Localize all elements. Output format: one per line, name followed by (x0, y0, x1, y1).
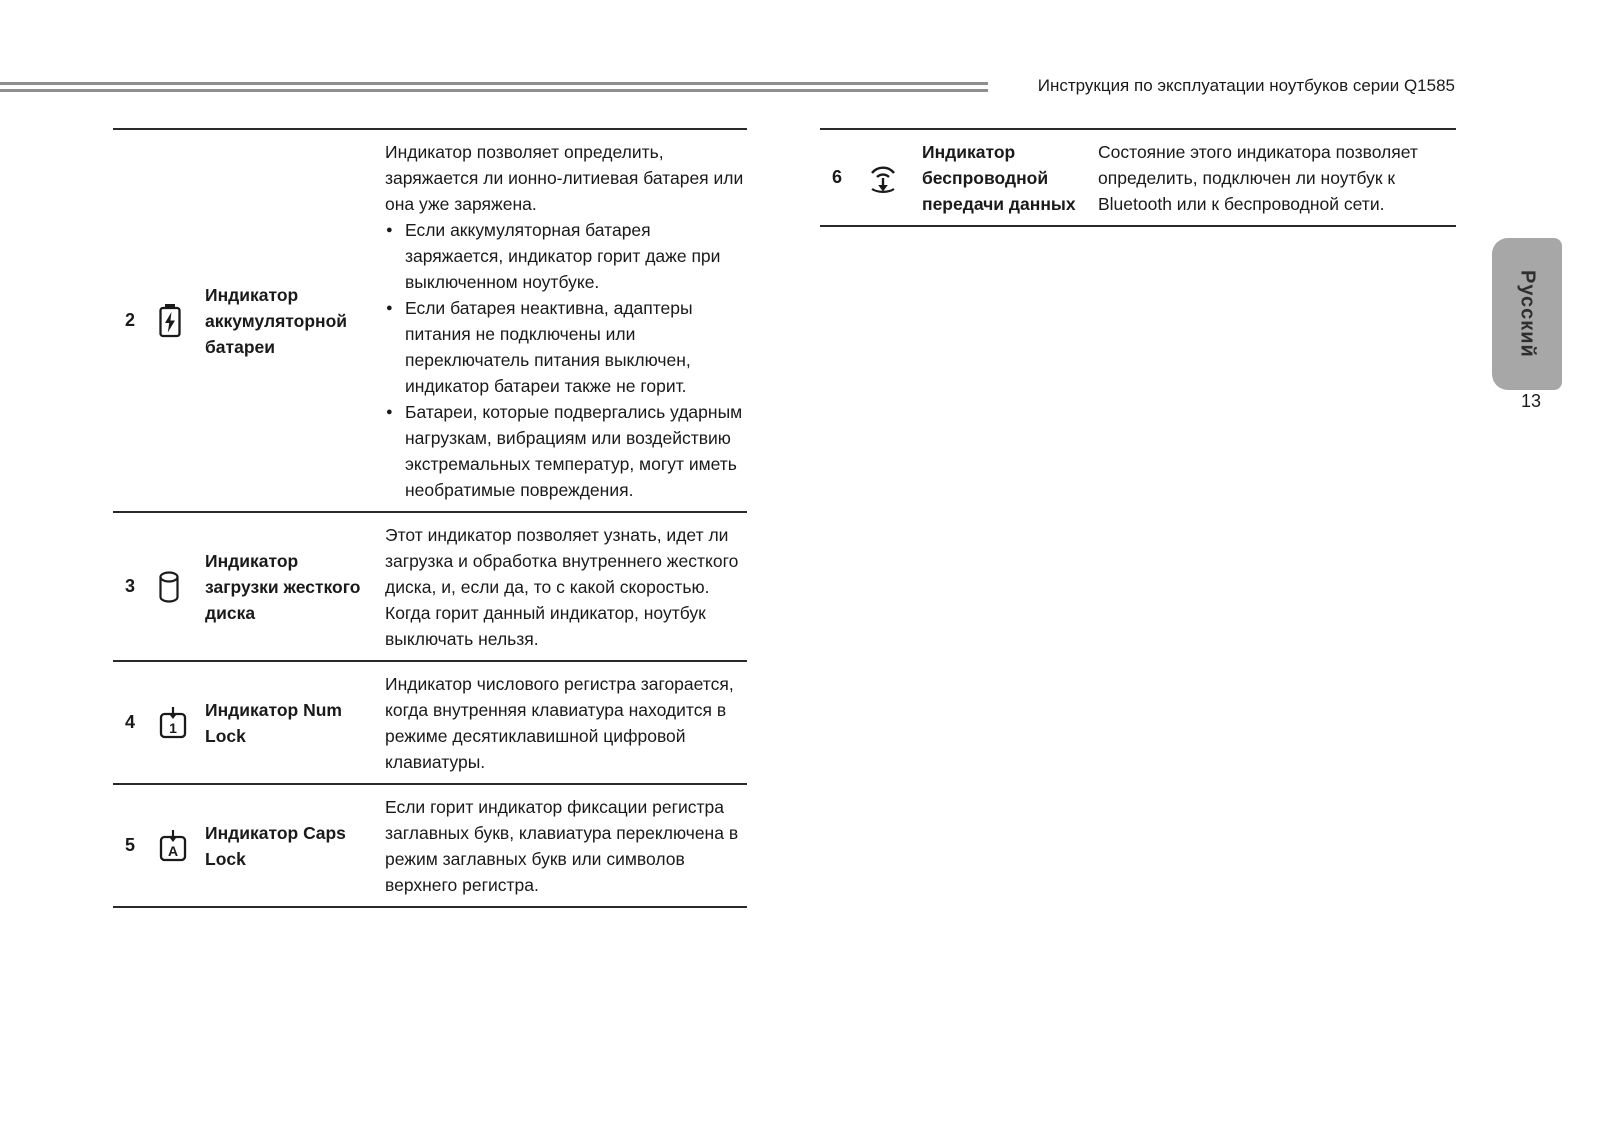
language-tab-label: Русский (1516, 270, 1539, 358)
indicator-description (385, 513, 747, 660)
description-bullets (385, 217, 747, 503)
indicator-table-left (113, 128, 747, 908)
indicator-label: Индикатор Num Lock (205, 699, 342, 746)
indicator-label: Индикатор аккумуляторной батареи (205, 284, 348, 357)
indicator-description (1098, 130, 1456, 225)
header-double-rule (0, 82, 988, 92)
indicator-label: Индикатор Caps Lock (205, 822, 346, 869)
bullet-item: ● Если батарея неактивна, адаптеры питания не подключены или переключатель питания выключен, индикатор батареи также не горит. (385, 295, 747, 399)
table-row-numlock (113, 662, 747, 785)
bullet-item: ● Если аккумуляторная батарея заряжается, индикатор горит даже при выключенном ноутбуке. (385, 217, 747, 295)
row-number: 6 (832, 167, 843, 187)
battery-icon (157, 303, 205, 339)
row-number: 5 (125, 835, 136, 855)
indicator-label: Индикатор беспроводной передачи данных (922, 142, 1076, 214)
row-number: 3 (125, 576, 136, 596)
capslock-icon (157, 829, 205, 863)
description-intro: Если горит индикатор фиксации регистра заглавных букв, клавиатура переключена в режим заглавных букв или символов верхнего регистра. (385, 797, 739, 895)
table-row-capslock (113, 785, 747, 908)
indicator-description (385, 785, 747, 906)
indicator-description (385, 662, 747, 783)
description-intro: Состояние этого индикатора позволяет определить, подключен ли ноутбук к Bluetooth или к беспроводной сети. (1098, 142, 1418, 214)
page-title: Инструкция по эксплуатации ноутбуков серии Q1585 (1037, 76, 1455, 95)
numlock-glyph: 1 (169, 719, 177, 736)
table-row-battery (113, 130, 747, 513)
table-row-wireless (820, 130, 1456, 227)
indicator-table-right (820, 128, 1456, 227)
description-intro: Этот индикатор позволяет узнать, идет ли загрузка и обработка внутреннего жесткого диска, и, если да, то с какой скоростью. Когда горит данный индикатор, ноутбук выключать нельзя. (385, 525, 739, 649)
indicator-description (385, 130, 747, 511)
numlock-icon (157, 706, 205, 740)
hdd-icon (157, 570, 205, 604)
bullet-item: ● Батареи, которые подвергались ударным нагрузкам, вибрациям или воздействию экстремальных температур, могут иметь необратимые повреждения. (385, 399, 747, 503)
row-number: 4 (125, 712, 136, 732)
capslock-glyph: A (167, 842, 179, 859)
description-intro: Индикатор позволяет определить, заряжается ли ионно-литиевая батарея или она уже заряжена. (385, 142, 744, 214)
table-row-hdd (113, 513, 747, 662)
language-side-tab (1492, 238, 1562, 390)
row-number: 2 (125, 310, 136, 330)
description-intro: Индикатор числового регистра загорается, когда внутренняя клавиатура находится в режиме десятиклавишной цифровой клавиатуры. (385, 674, 734, 772)
wireless-icon (864, 160, 922, 196)
page-number: 13 (1520, 391, 1542, 411)
indicator-label: Индикатор загрузки жесткого диска (205, 550, 361, 623)
